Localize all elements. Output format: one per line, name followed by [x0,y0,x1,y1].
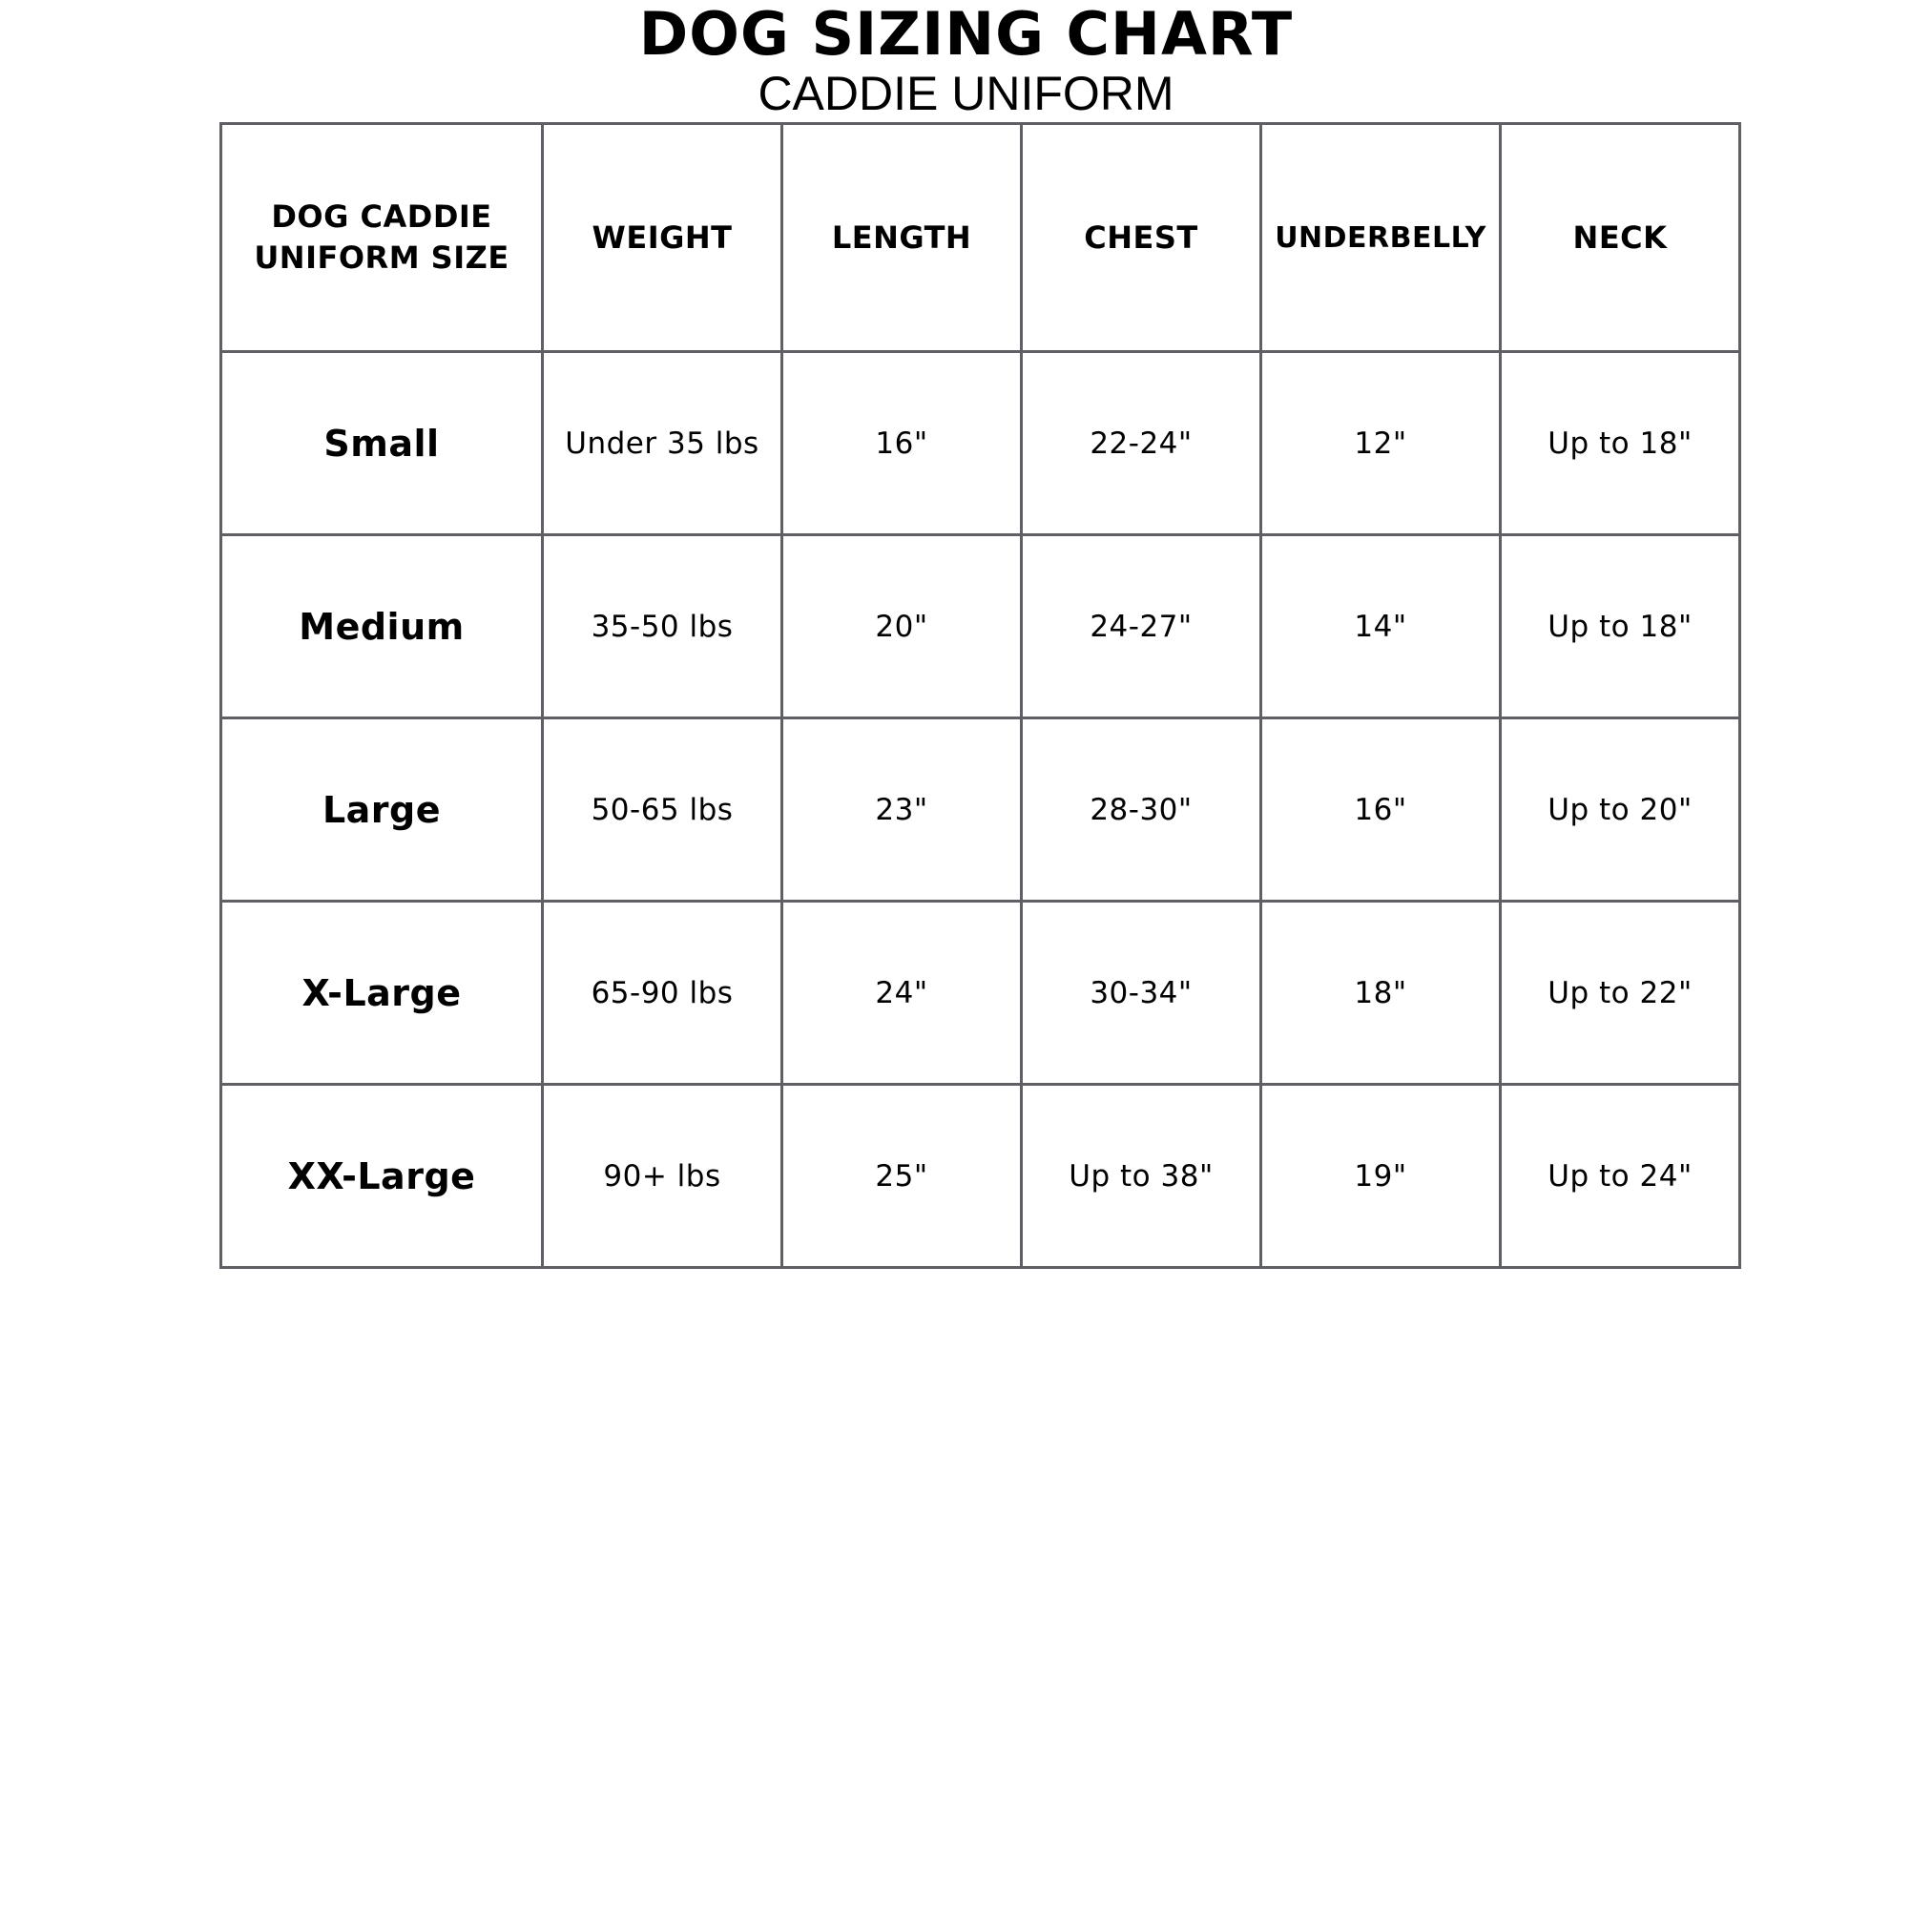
header-size: DOG CADDIE UNIFORM SIZE [221,124,543,352]
page-subtitle: CADDIE UNIFORM [758,67,1174,120]
header-row [221,124,1740,352]
length-cell: 16" [782,352,1022,535]
size-cell: Small [221,352,543,535]
weight-cell: 65-90 lbs [543,902,782,1085]
table-row [221,535,1740,718]
table-row [221,718,1740,902]
neck-cell: Up to 18" [1501,535,1740,718]
table-body [221,352,1740,1268]
length-cell: 25" [782,1085,1022,1268]
underbelly-cell: 19" [1261,1085,1501,1268]
page-title: DOG SIZING CHART [638,0,1294,69]
underbelly-cell: 12" [1261,352,1501,535]
underbelly-cell: 16" [1261,718,1501,902]
weight-cell: Under 35 lbs [543,352,782,535]
length-cell: 20" [782,535,1022,718]
header-length: LENGTH [782,124,1022,352]
chest-cell: 28-30" [1022,718,1261,902]
neck-cell: Up to 24" [1501,1085,1740,1268]
chest-cell: 30-34" [1022,902,1261,1085]
table-row [221,1085,1740,1268]
chest-cell: Up to 38" [1022,1085,1261,1268]
table-row [221,902,1740,1085]
neck-cell: Up to 20" [1501,718,1740,902]
size-cell: X-Large [221,902,543,1085]
weight-cell: 50-65 lbs [543,718,782,902]
underbelly-cell: 14" [1261,535,1501,718]
chest-cell: 22-24" [1022,352,1261,535]
underbelly-cell: 18" [1261,902,1501,1085]
weight-cell: 90+ lbs [543,1085,782,1268]
chest-cell: 24-27" [1022,535,1261,718]
header-chest: CHEST [1022,124,1261,352]
length-cell: 23" [782,718,1022,902]
sizing-table [219,122,1741,1269]
table-row [221,352,1740,535]
size-cell: Large [221,718,543,902]
size-cell: Medium [221,535,543,718]
neck-cell: Up to 22" [1501,902,1740,1085]
neck-cell: Up to 18" [1501,352,1740,535]
size-cell: XX-Large [221,1085,543,1268]
length-cell: 24" [782,902,1022,1085]
header-underbelly: UNDERBELLY [1261,124,1501,352]
header-weight: WEIGHT [543,124,782,352]
header-neck: NECK [1501,124,1740,352]
table-header [221,124,1740,352]
weight-cell: 35-50 lbs [543,535,782,718]
